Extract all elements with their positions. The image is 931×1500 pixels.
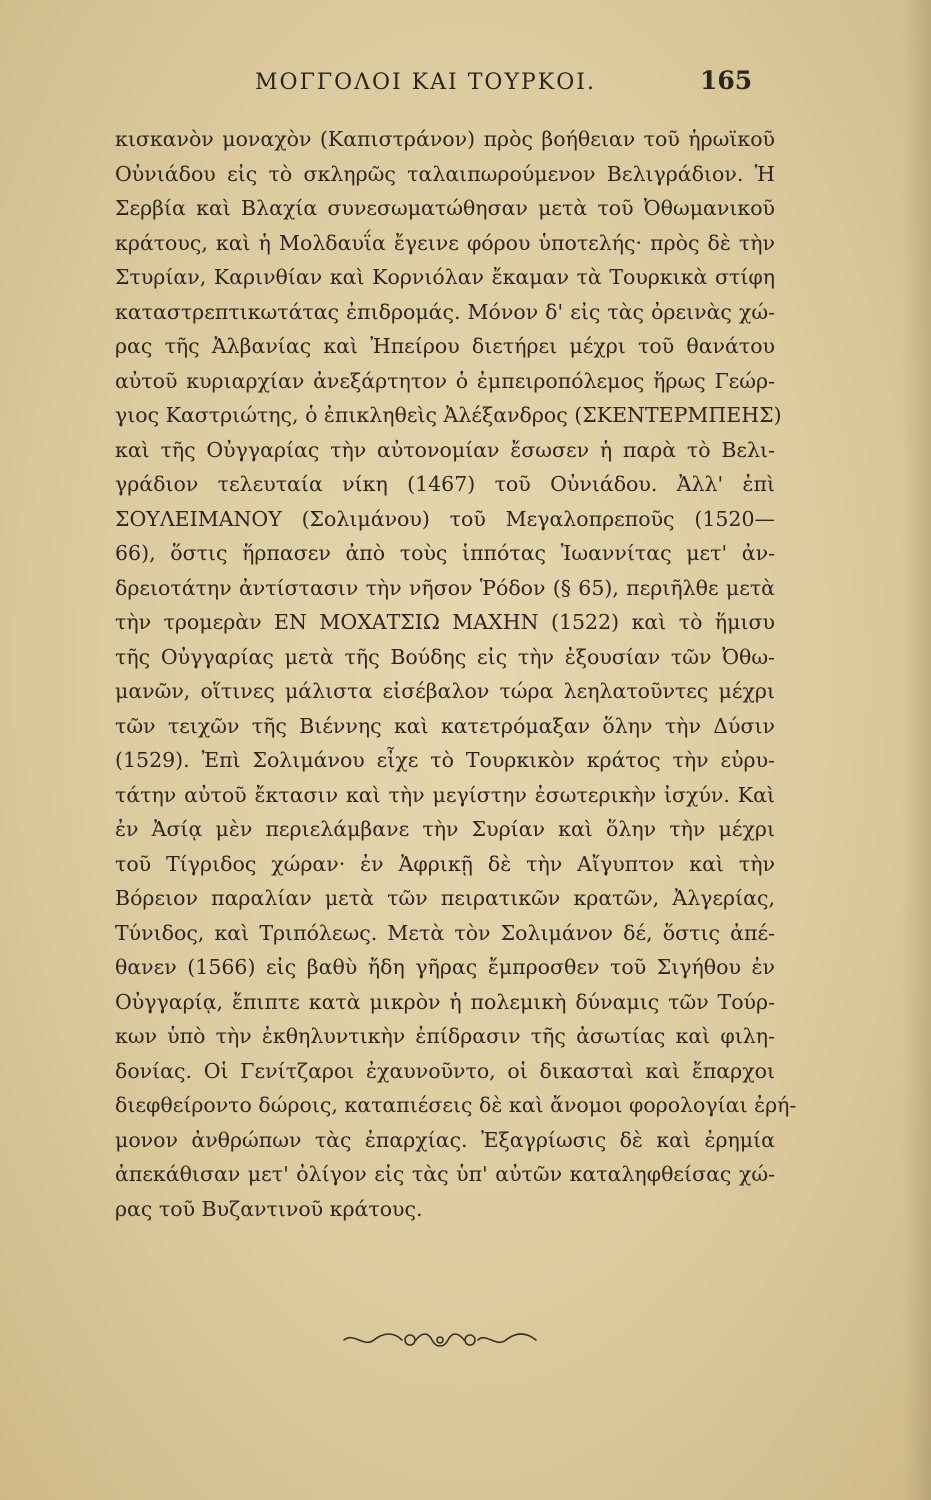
text-line: Σερβία καὶ Βλαχία συνεσωματώθησαν μετὰ τοῦ Ὀθωμανικοῦ (115, 196, 775, 220)
text-line: μονον ἀνθρώπων τὰς ἐπαρχίας. Ἐξαγρίωσις δὲ καὶ ἐρημία (115, 1127, 775, 1152)
text-line: θανεν (1566) εἰς βαθὺ ἤδη γῆρας ἔμπροσθεν τοῦ Σιγήθου ἐν (115, 955, 775, 979)
text-line: Τύνιδος, καὶ Τριπόλεως. Μετὰ τὸν Σολιμάνον δέ, ὅστις ἀπέ- (115, 920, 775, 945)
body-text (115, 122, 797, 1226)
text-line: Οὐνιάδου εἰς τὸ σκληρῶς ταλαιπωρούμενον Βελιγράδιον. Ἡ (115, 161, 775, 186)
text-line: τάτην αὐτοῦ ἔκτασιν καὶ τὴν μεγίστην ἐσωτερικὴν ἰσχύν. Καὶ (115, 782, 775, 807)
page-number: 165 (700, 66, 753, 95)
text-line: ἀπεκάθισαν μετ' ὀλίγον εἰς τὰς ὑπ' αὐτῶν καταληφθείσας χώ- (115, 1162, 775, 1186)
running-title: ΜΟΓΓΟΛΟΙ ΚΑΙ ΤΟΥΡΚΟΙ. (255, 70, 596, 95)
text-line: τὴν τρομερὰν ΕΝ ΜΟΧΑΤΣΙΩ ΜΑΧΗΝ (1522) καὶ τὸ ἥμισυ (115, 610, 775, 634)
text-line: (1529). Ἐπὶ Σολιμάνου εἶχε τὸ Τουρκικὸν κράτος τὴν εὐρυ- (115, 748, 775, 772)
text-line: γιος Καστριώτης, ὁ ἐπικληθεὶς Ἀλέξανδρος (ΣΚΕΝΤΕΡΜΠΕΗΣ) (115, 403, 782, 427)
text-line: δρειοτάτην ἀντίστασιν τὴν νῆσον Ῥόδον (§ 65), περιῆλθε μετὰ (115, 575, 775, 600)
text-line: κων ὑπὸ τὴν ἐκθηλυντικὴν ἐπίδρασιν τῆς ἀσωτίας καὶ φιλη- (115, 1024, 775, 1048)
text-line: αὐτοῦ κυριαρχίαν ἀνεξάρτητον ὁ ἐμπειροπόλεμος ἥρως Γεώρ- (115, 368, 775, 393)
text-line: μανῶν, οἵτινες μάλιστα εἰσέβαλον τώρα λεηλατοῦντες μέχρι (115, 679, 775, 703)
text-line: γράδιον τελευταία νίκη (1467) τοῦ Οὐνιάδου. Ἀλλ' ἐπὶ (115, 472, 775, 496)
text-line: Βόρειον παραλίαν μετὰ τῶν πειρατικῶν κρατῶν, Ἀλγερίας, (115, 886, 775, 910)
text-line: καὶ τῆς Οὐγγαρίας τὴν αὐτονομίαν ἔσωσεν ἡ παρὰ τὸ Βελι- (115, 437, 775, 462)
text-line: Οὐγγαρίᾳ, ἔπιπτε κατὰ μικρὸν ἡ πολεμικὴ δύναμις τῶν Τούρ- (115, 989, 775, 1014)
text-line: καταστρεπτικωτάτας ἐπιδρομάς. Μόνον δ' εἰς τὰς ὀρεινὰς χώ- (115, 299, 775, 324)
text-line: τῆς Οὐγγαρίας μετὰ τῆς Βούδης εἰς τὴν ἐξουσίαν τῶν Ὀθω- (115, 644, 775, 669)
text-line: κισκανὸν μοναχὸν (Καπιστράνον) πρὸς βοήθειαν τοῦ ἡρωϊκοῦ (115, 127, 775, 151)
text-line: τῶν τειχῶν τῆς Βιέννης καὶ κατετρόμαξαν ὅλην τὴν Δύσιν (115, 713, 775, 738)
text-line: δονίας. Οἱ Γενίτζαροι ἐχαυνοῦντο, οἱ δικασταὶ καὶ ἔπαρχοι (115, 1058, 775, 1083)
text-line: ΣΟΥΛΕΙΜΑΝΟΥ (Σολιμάνου) τοῦ Μεγαλοπρεποῦς (1520— (115, 506, 775, 531)
page-edge-shadow (903, 0, 931, 1500)
text-line: ρας τοῦ Βυζαντινοῦ κράτους. (115, 1196, 423, 1221)
text-line: διεφθείροντο δώροις, καταπιέσεις δὲ καὶ ἄνομοι φορολογίαι ἐρή- (115, 1093, 797, 1117)
text-line: Στυρίαν, Καρινθίαν καὶ Κορνιόλαν ἔκαμαν τὰ Τουρκικὰ στίφη (115, 265, 775, 289)
text-line: ρας τῆς Ἀλβανίας καὶ Ἠπείρου διετήρει μέχρι τοῦ θανάτου (115, 334, 775, 358)
text-line: τοῦ Τίγριδος χώραν· ἐν Ἀφρικῇ δὲ τὴν Αἴγυπτον καὶ τὴν (115, 851, 775, 876)
decorative-flourish-icon (340, 1328, 540, 1352)
text-line: κράτους, καὶ ἡ Μολδαυΐα ἔγεινε φόρου ὑποτελής· πρὸς δὲ τὴν (115, 230, 775, 255)
text-line: ἐν Ἀσίᾳ μὲν περιελάμβανε τὴν Συρίαν καὶ ὅλην τὴν μέχρι (115, 817, 775, 841)
text-line: 66), ὅστις ἥρπασεν ἀπὸ τοὺς ἱππότας Ἰωαννίτας μετ' ἀν- (115, 541, 775, 565)
